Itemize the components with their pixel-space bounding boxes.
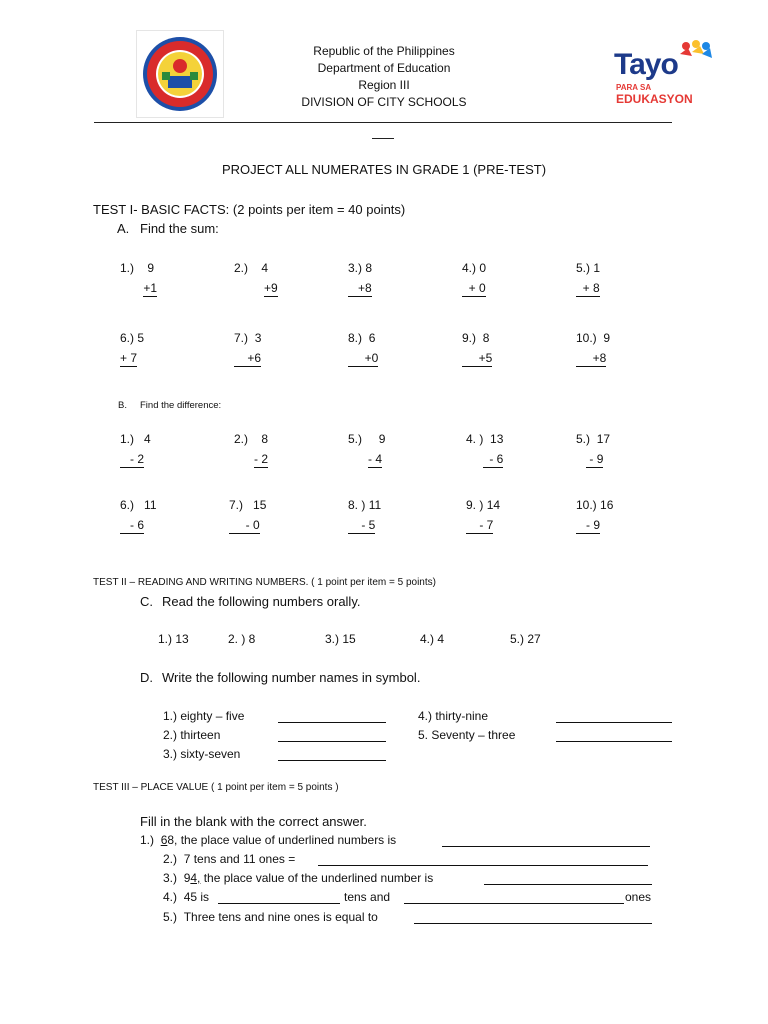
read-item-4: 4.) 4 bbox=[420, 632, 445, 646]
sum-item-10: 10.) 9 +8 bbox=[576, 331, 611, 365]
place-blank-4b[interactable] bbox=[404, 891, 624, 904]
place-item-2: 2.) 7 tens and 11 ones = bbox=[163, 852, 296, 866]
diff-item-2: 2.) 8 - 2 bbox=[234, 432, 269, 466]
header-region: Region III bbox=[358, 78, 410, 92]
test2-heading: TEST II – READING AND WRITING NUMBERS. ( 1 point per item = 5 points) bbox=[93, 577, 436, 588]
place-blank-5[interactable] bbox=[414, 911, 652, 924]
partD-title: Write the following number names in symbol. bbox=[162, 670, 421, 685]
partC-label: C. bbox=[140, 594, 153, 609]
sum-item-5: 5.) 1 + 8 bbox=[576, 261, 601, 295]
test1-heading: TEST I- BASIC FACTS: (2 points per item = 40 points) bbox=[93, 202, 406, 217]
place-blank-2[interactable] bbox=[318, 853, 648, 866]
diff-item-3: 5.) 9 - 4 bbox=[348, 432, 386, 466]
header-divider-tail bbox=[372, 138, 394, 139]
header-republic: Republic of the Philippines bbox=[313, 44, 455, 58]
sum-item-3: 3.) 8 +8 bbox=[348, 261, 373, 295]
write-item-2: 2.) thirteen bbox=[163, 728, 221, 742]
place-blank-4a[interactable] bbox=[218, 891, 340, 904]
diff-item-5: 5.) 17 - 9 bbox=[576, 432, 611, 466]
diff-item-9: 9. ) 14 - 7 bbox=[466, 498, 501, 532]
header-division: DIVISION OF CITY SCHOOLS bbox=[301, 95, 467, 109]
header-divider bbox=[94, 122, 672, 123]
diff-item-10: 10.) 16 - 9 bbox=[576, 498, 614, 532]
sum-item-1: 1.) 9 +1 bbox=[120, 261, 158, 295]
place-item-5: 5.) Three tens and nine ones is equal to bbox=[163, 910, 378, 924]
sum-item-6: 6.) 5 + 7 bbox=[120, 331, 145, 365]
tayo-para-sa: PARA SA bbox=[616, 83, 652, 92]
tayo-word: Tayo bbox=[614, 48, 678, 81]
partA-label: A. bbox=[117, 221, 130, 236]
test3-heading: TEST III – PLACE VALUE ( 1 point per item = 5 points ) bbox=[93, 782, 339, 793]
read-item-1: 1.) 13 bbox=[158, 632, 189, 646]
page-title: PROJECT ALL NUMERATES IN GRADE 1 (PRE-TEST) bbox=[221, 162, 547, 177]
write-item-4: 4.) thirty-nine bbox=[418, 709, 489, 723]
read-item-5: 5.) 27 bbox=[510, 632, 541, 646]
tayo-edukasyon-logo bbox=[612, 40, 742, 110]
write-item-1: 1.) eighty – five bbox=[163, 709, 245, 723]
sum-item-2: 2.) 4 +9 bbox=[234, 261, 278, 295]
partB-title: Find the difference: bbox=[140, 400, 222, 411]
partD-label: D. bbox=[140, 670, 153, 685]
diff-item-6: 6.) 11 - 6 bbox=[120, 498, 157, 532]
sum-item-4: 4.) 0 + 0 bbox=[462, 261, 487, 295]
tayo-edukasyon: EDUKASYON bbox=[616, 92, 693, 106]
write-blank-1[interactable] bbox=[278, 710, 386, 723]
sum-item-8: 8.) 6 +0 bbox=[348, 331, 379, 365]
write-item-3: 3.) sixty-seven bbox=[163, 747, 241, 761]
place-blank-1[interactable] bbox=[442, 834, 650, 847]
place-item-1: 1.) 68, the place value of underlined numbers is bbox=[140, 833, 397, 847]
place-item-3: 3.) 94, the place value of the underlined number is bbox=[163, 871, 434, 885]
write-blank-5[interactable] bbox=[556, 729, 672, 742]
sum-item-7: 7.) 3 +6 bbox=[234, 331, 262, 365]
test3-instruction: Fill in the blank with the correct answer. bbox=[140, 814, 367, 829]
partA-title: Find the sum: bbox=[140, 221, 219, 236]
division-seal-icon bbox=[142, 36, 218, 112]
place-item-4: 4.) 45 is bbox=[163, 890, 210, 904]
write-blank-4[interactable] bbox=[556, 710, 672, 723]
write-blank-3[interactable] bbox=[278, 748, 386, 761]
place-blank-3[interactable] bbox=[484, 872, 652, 885]
write-item-5: 5. Seventy – three bbox=[418, 728, 516, 742]
sum-item-9: 9.) 8 +5 bbox=[462, 331, 493, 365]
deped-seal-logo bbox=[136, 30, 224, 118]
write-blank-2[interactable] bbox=[278, 729, 386, 742]
header-department: Department of Education bbox=[317, 61, 451, 75]
diff-item-4: 4. ) 13 - 6 bbox=[466, 432, 504, 466]
diff-item-8: 8. ) 11 - 5 bbox=[348, 498, 382, 532]
read-item-2: 2. ) 8 bbox=[228, 632, 256, 646]
place-item-4-tens: tens and bbox=[344, 890, 391, 904]
partC-title: Read the following numbers orally. bbox=[162, 594, 361, 609]
partB-label: B. bbox=[118, 400, 127, 411]
diff-item-1: 1.) 4 - 2 bbox=[120, 432, 151, 466]
read-item-3: 3.) 15 bbox=[325, 632, 356, 646]
diff-item-7: 7.) 15 - 0 bbox=[229, 498, 267, 532]
place-item-4-ones: ones bbox=[625, 890, 652, 904]
